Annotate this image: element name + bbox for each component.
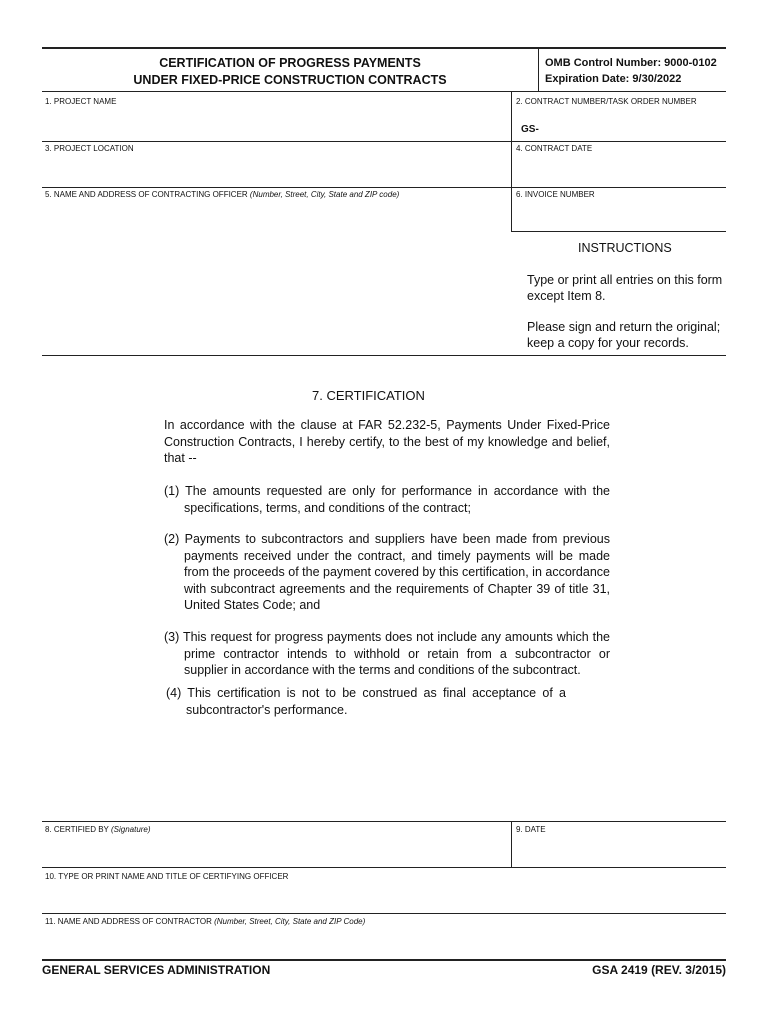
contract-number-label: 2. CONTRACT NUMBER/TASK ORDER NUMBER [516, 97, 697, 106]
contracting-officer-label-text: 5. NAME AND ADDRESS OF CONTRACTING OFFICER [45, 190, 248, 199]
certification-item-2: (2) Payments to subcontractors and suppliers have been made from previous payments received under the contract, and timely payments will be made from the proceeds of the payment covered by this certification, in accordance with subcontract agreements and the requirements of Chapter 39 of title 31, United States Code; and [164, 532, 610, 612]
printed-name-label: 10. TYPE OR PRINT NAME AND TITLE OF CERTIFYING OFFICER [45, 872, 289, 881]
omb-control-number: OMB Control Number: 9000-0102 [545, 57, 717, 69]
contracting-officer-hint: (Number, Street, City, State and ZIP code) [249, 190, 400, 199]
omb-block [545, 55, 717, 87]
invoice-number-bottom [511, 231, 726, 232]
certification-title: 7. CERTIFICATION [312, 388, 425, 403]
certification-item-1: (1) The amounts requested are only for performance in accordance with the specifications, terms, and conditions of the contract; [164, 484, 610, 515]
project-location-label: 3. PROJECT LOCATION [45, 144, 134, 153]
form-title [42, 55, 538, 89]
row-divider-4 [42, 913, 726, 914]
form-title-line2: UNDER FIXED-PRICE CONSTRUCTION CONTRACTS [133, 73, 447, 87]
contractor-hint: (Number, Street, City, State and ZIP Code) [214, 917, 366, 926]
contract-number-prefix[interactable]: GS- [521, 124, 539, 135]
contractor-label [45, 917, 365, 927]
contract-date-label: 4. CONTRACT DATE [516, 144, 593, 153]
col-divider-3 [511, 822, 512, 868]
row-divider-3 [42, 867, 726, 868]
certification-item-4: (4) This certification is not to be construed as final acceptance of a subcontractor's performance. [166, 686, 566, 717]
col-divider-2 [511, 188, 512, 232]
instructions-line2: Please sign and return the original; keep a copy for your records. [527, 320, 721, 350]
footer-border [42, 959, 726, 961]
col-divider-1 [511, 92, 512, 188]
expiration-date: Expiration Date: 9/30/2022 [545, 73, 682, 85]
row-divider-2 [42, 187, 726, 188]
header-bottom-border [42, 91, 726, 92]
certification-intro: In accordance with the clause at FAR 52.232-5, Payments Under Fixed-Price Construction Contracts, I hereby certify, to the best of my knowledge and belief, that -- [164, 418, 610, 465]
certification-item-3: (3) This request for progress payments does not include any amounts which the prime contractor intends to withhold or retain from a subcontractor or supplier in accordance with the terms and conditions of the subcontract. [164, 630, 610, 677]
instructions-title: INSTRUCTIONS [578, 241, 672, 255]
signature-top-border [42, 821, 726, 822]
date-label: 9. DATE [516, 825, 546, 834]
contracting-officer-label [45, 190, 399, 200]
section-bottom-border [42, 355, 726, 356]
agency-name: GENERAL SERVICES ADMINISTRATION [42, 963, 271, 977]
certified-by-label-text: 8. CERTIFIED BY [45, 825, 109, 834]
certified-by-label [45, 825, 151, 835]
instructions-line1: Type or print all entries on this form except Item 8. [527, 273, 723, 303]
contractor-label-text: 11. NAME AND ADDRESS OF CONTRACTOR [45, 917, 212, 926]
project-name-label: 1. PROJECT NAME [45, 97, 117, 106]
top-border [42, 47, 726, 49]
invoice-number-label: 6. INVOICE NUMBER [516, 190, 595, 199]
form-title-line1: CERTIFICATION OF PROGRESS PAYMENTS [159, 56, 421, 70]
certified-by-hint: (Signature) [110, 825, 151, 834]
header-divider [538, 48, 539, 92]
form-number: GSA 2419 (REV. 3/2015) [592, 963, 726, 977]
row-divider-1 [42, 141, 726, 142]
